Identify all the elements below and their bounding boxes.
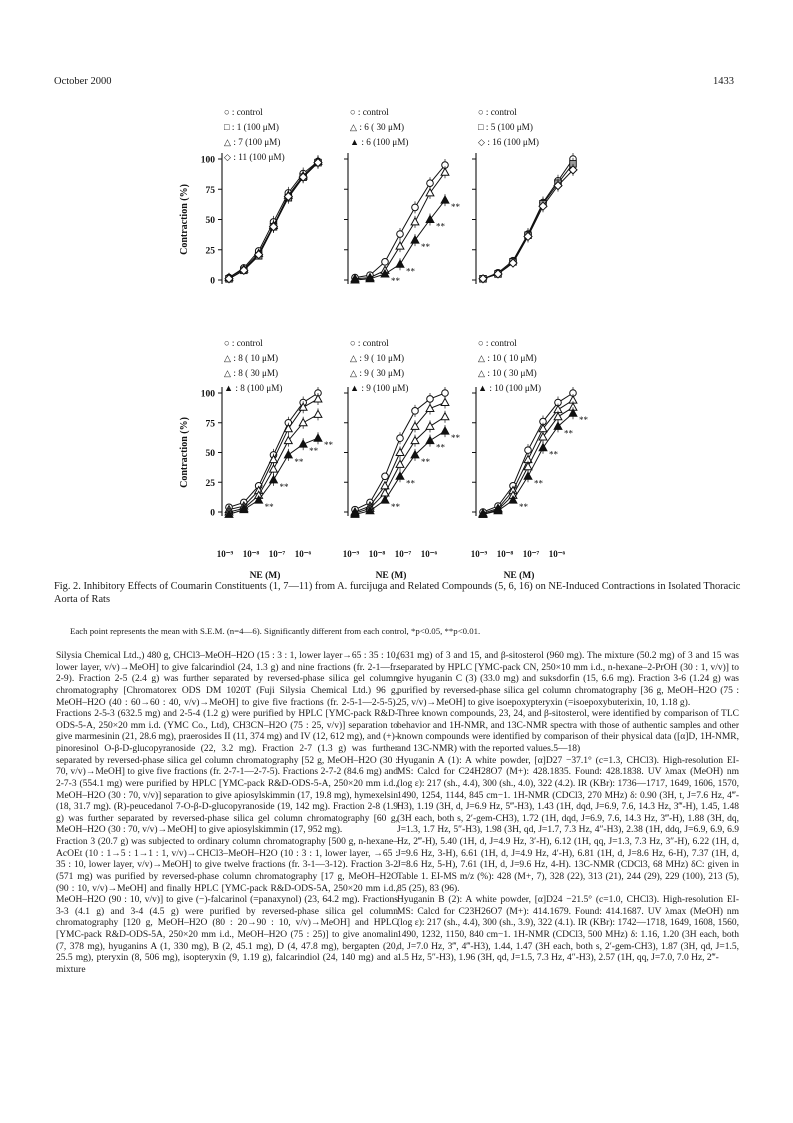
legend-entry: ◇ : 11 (100 μM) — [224, 152, 285, 162]
x-tick-label: 10⁻⁶ — [548, 549, 566, 559]
body-text-left-column — [56, 651, 398, 977]
data-point-triangle — [299, 419, 307, 426]
running-header-date: October 2000 — [54, 76, 112, 87]
y-tick-label: 50 — [205, 216, 215, 226]
body-paragraphs-left: Silysia Chemical Ltd.,) 480 g, CHCl3–MeOH–H2O (15 : 3 : 1, lower layer→65 : 35 : 10, lower layer, v/v)→MeOH] to give falcarindiol (24, 1.3 g) and nine fractions (fr. 2-1—fr. 2-9). Fraction 2-5 (2.4 g) was further separated by reversed-phase silica gel column chromatography [Chromatorex ODS DM 1020T (Fuji Silysia Chemical Ltd.) 96 g, MeOH–H2O (40 : 60→60 : 40, v/v)→MeOH] to give five fractions (fr. 2-5-1—2-5-5). Fractions 2-5-3 (632.5 mg) and 2-5-4 (1.2 g) were purified by HPLC [YMC-pack R&D-ODS-5-A, 250×20 mm i.d. (YMC Co., Ltd), CH3CN–H2O (75 : 25, v/v)] separation to give marmesinin (21, 28.6 mg), praerosides II (11, 374 mg) and IV (12, 612 mg), and (+)-pinoresinol O-β-D-glucopyranoside (22, 3.2 mg). Fraction 2-7 (1.3 g) was further separated by reversed-phase silica gel column chromatography [52 g, MeOH–H2O (30 : 70, v/v)→MeOH] to give five fractions (fr. 2-7-1—2-7-5). Fractions 2-7-2 (84.6 mg) and 2-7-3 (554.1 mg) were purified by HPLC [YMC-pack R&D-ODS-5-A, 250×20 mm i.d., MeOH–H2O (30 : 70, v/v)] separation to give apiosylskimmin (17, 19.8 mg), hymexelsin (18, 31.7 mg). (R)-peucedanol 7-O-β-D-glucopyranoside (19, 142 mg). Fraction 2-8 (1.9 g) was further separated by reversed-phase silica gel column chromatography [60 g, MeOH–H2O (30 : 70, v/v)→MeOH] to give apiosylskimmin (17, 952 mg). Fraction 3 (20.7 g) was subjected to ordinary column chromatography [500 g, n-hexane–AcOEt (10 : 1→5 : 1→1 : 1, v/v)→CHCl3–MeOH–H2O (10 : 3 : 1, lower layer, →65 : 35 : 10, lower layer, v/v)→MeOH] to give twelve fractions (fr. 3-1—3-12). Fraction 3-2 (571 mg) was purified by reversed-phase column chromatography [17 g, MeOH–H2O (90 : 10, v/v)→MeOH] and finally HPLC [YMC-pack R&D-ODS-5A, 250×20 mm i.d., MeOH–H2O (90 : 10, v/v)] to give (−)-falcarinol (=panaxynol) (23, 64.2 mg). Fractions 3-3 (4.1 g) and 3-4 (4.5 g) were purified by reversed-phase silica gel column chromatography [120 g, MeOH–H2O (80 : 20→90 : 10, v/v)→MeOH] and HPLC [YMC-pack R&D-ODS-5A, 250×20 mm i.d., MeOH–H2O (75 : 25)] to give anomalin (7, 378 mg), hyuganins A (1, 330 mg), B (2, 45.1 mg), D (4, 47.8 mg), bergapten (20, 25.5 mg), pteryxin (8, 506 mg), isopteryxin (9, 1.19 g), falcarindiol (24, 140 mg) and a mixture — [56, 651, 398, 975]
data-point-triangle — [314, 410, 322, 417]
data-point-triangle — [314, 395, 322, 402]
legend-entry: ▲ : 9 (100 μM) — [350, 383, 409, 393]
data-point-filled-triangle — [441, 196, 449, 203]
data-point-filled-triangle — [314, 434, 322, 441]
significance-mark: ** — [324, 440, 333, 451]
significance-mark: ** — [579, 415, 588, 426]
legend-entry: ○ : control — [224, 107, 263, 117]
y-tick-label: 0 — [210, 508, 215, 519]
significance-mark: ** — [519, 502, 528, 513]
legend-entry: △ : 6 ( 30 μM) — [350, 122, 405, 132]
significance-mark: ** — [406, 478, 415, 489]
x-axis-label: NE (M) — [375, 571, 407, 581]
chart-panel-2 — [344, 107, 461, 286]
data-point-triangle — [396, 460, 404, 467]
data-point-triangle — [411, 218, 419, 225]
data-point-filled-triangle — [284, 451, 292, 458]
data-point-circle — [382, 473, 389, 480]
y-tick-label: 0 — [210, 276, 215, 287]
significance-mark: ** — [534, 478, 543, 489]
page-number: 1433 — [713, 76, 734, 87]
significance-mark: ** — [309, 446, 319, 457]
legend-entry: ▲ : 8 (100 μM) — [224, 383, 283, 393]
significance-mark: ** — [421, 242, 430, 253]
legend-entry: ▲ : 10 (100 μM) — [478, 383, 542, 393]
chart-panel-5 — [343, 338, 461, 581]
y-tick-label: 100 — [200, 389, 215, 400]
y-axis-label: Contraction (%) — [179, 184, 190, 255]
significance-mark: ** — [279, 481, 289, 492]
legend-entry: ○ : control — [350, 338, 389, 348]
x-tick-label: 10⁻⁹ — [216, 549, 234, 559]
significance-mark: ** — [451, 433, 460, 444]
data-point-circle — [442, 390, 449, 397]
significance-mark: ** — [549, 449, 558, 460]
data-point-filled-triangle — [441, 427, 449, 434]
chart-panel-1 — [201, 107, 322, 287]
figure-caption: Fig. 2. Inhibitory Effects of Coumarin Constituents (1, 7—11) from A. furcijuga and Related Compounds (5, 6, 16) on NE-Induced Contractions in Isolated Thoracic Aorta of Rats — [54, 581, 741, 605]
legend-entry: ○ : control — [478, 338, 517, 348]
legend-entry: △ : 8 ( 10 μM) — [224, 353, 279, 363]
significance-mark: ** — [294, 456, 304, 467]
data-point-triangle — [396, 242, 404, 249]
significance-mark: ** — [436, 221, 445, 232]
significance-mark: ** — [451, 202, 460, 213]
legend-entry: △ : 9 ( 10 μM) — [350, 353, 405, 363]
body-paragraphs-right: (631 mg) of 3 and 15, and β-sitosterol (960 mg). The mixture (50.2 mg) of 3 and 15 was separated by HPLC [YMC-pack CN, 250×10 mm i.d., n-hexane–2-PrOH (30 : 1, v/v)] to give hyuganin C (3) (33.0 mg) and suksdorfin (15, 6.6 mg). Fraction 3-6 (1.24 g) was purified by reversed-phase silica gel column chromatography [36 g, MeOH–H2O (75 : 25, v/v)→MeOH] to give isoepoxypteryxin (=isoepoxybuterixin, 10, 1.18 g). Three known compounds, 23, 24, and β-sitosterol, were identified by comparison of TLC behavior and 1H-NMR, and 13C-NMR spectra with those of authentic samples and other known compounds were identified by comparison of their physical data ([α]D, 1H-NMR, and 13C-NMR) with the reported values.5—18) Hyuganin A (1): A white powder, [α]D27 −37.1° (c=1.3, CHCl3). High-resolution EI-MS: Calcd for C24H28O7 (M+): 428.1835. Found: 428.1838. UV λmax (MeOH) nm (log ε): 217 (sh., 4.4), 300 (sh., 4.0), 322 (4.2). IR (KBr): 1736—1717, 1649, 1606, 1570, 1490, 1254, 1144, 845 cm−1. 1H-NMR (CDCl3, 270 MHz) δ: 0.90 (3H, t, J=7.6 Hz, 4‴-H3), 1.19 (3H, d, J=6.9 Hz, 5‴-H3), 1.43 (1H, dqd, J=6.9, 7.6, 14.3 Hz, 3‴-H), 1.45, 1.48 (3H each, both s, 2′-gem-CH3), 1.72 (1H, dqd, J=6.9, 7.6, 14.3 Hz, 3‴-H), 1.88 (3H, dq, J=1.3, 1.7 Hz, 5″-H3), 1.98 (3H, qd, J=1.7, 7.3 Hz, 4″-H3), 2.38 (1H, ddq, J=6.9, 6.9, 6.9 Hz, 2‴-H), 5.40 (1H, d, J=4.9 Hz, 3′-H), 6.12 (1H, qq, J=1.3, 7.3 Hz, 3″-H), 6.22 (1H, d, J=9.6 Hz, 3-H), 6.61 (1H, d, J=4.9 Hz, 4′-H), 6.81 (1H, d, J=8.6 Hz, 6-H), 7.37 (1H, d, J=8.6 Hz, 5-H), 7.61 (1H, d, J=9.6 Hz, 4-H). 13C-NMR (CDCl3, 68 MHz) δC: given in Table 1. EI-MS m/z (%): 428 (M+, 7), 328 (22), 313 (21), 244 (29), 229 (100), 213 (5), 85 (25), 83 (96). Hyuganin B (2): A white powder, [α]D24 −21.5° (c=1.0, CHCl3). High-resolution EI-MS: Calcd for C23H26O7 (M+): 414.1679. Found: 414.1687. UV λmax (MeOH) nm (log ε): 217 (sh., 4.4), 300 (sh., 3.9), 322 (4.1). IR (KBr): 1742—1718, 1649, 1608, 1560, 1490, 1232, 1150, 840 cm−1. 1H-NMR (CDCl3, 500 MHz) δ: 1.16, 1.20 (3H each, both d, J=7.0 Hz, 3‴, 4‴-H3), 1.44, 1.47 (3H each, both s, 2′-gem-CH3), 1.87 (3H, qd, J=1.5, 1.5 Hz, 5″-H3), 1.96 (3H, qd, J=1.5, 7.3 Hz, 4″-H3), 2.57 (1H, qq, J=7.0, 7.0 Hz, 2‴- — [397, 651, 739, 964]
significance-mark: ** — [264, 502, 274, 513]
x-tick-label: 10⁻⁷ — [522, 549, 540, 559]
data-point-circle — [382, 259, 389, 266]
data-point-circle — [412, 408, 419, 415]
legend-entry: ○ : control — [478, 107, 517, 117]
figure-note: Each point represents the mean with S.E.M. (n=4—6). Significantly different from each control, *p<0.05, **p<0.01. — [70, 626, 481, 636]
legend-entry: ◇ : 16 (100 μM) — [478, 137, 539, 147]
significance-mark: ** — [391, 275, 400, 286]
y-tick-label: 25 — [205, 478, 215, 489]
data-point-triangle — [441, 398, 449, 405]
data-point-triangle — [426, 422, 434, 429]
x-tick-label: 10⁻⁷ — [268, 549, 286, 559]
x-tick-label: 10⁻⁶ — [420, 549, 438, 559]
significance-mark: ** — [436, 442, 445, 453]
data-point-circle — [525, 447, 532, 454]
chart-panel-6 — [471, 338, 589, 581]
legend-entry: △ : 7 (100 μM) — [224, 137, 281, 147]
data-point-circle — [412, 204, 419, 211]
data-point-circle — [397, 231, 404, 238]
y-axis-label: Contraction (%) — [179, 417, 190, 488]
significance-mark: ** — [391, 502, 400, 513]
chart-panel-3 — [472, 107, 577, 284]
significance-mark: ** — [406, 266, 415, 277]
legend-entry: ○ : control — [224, 338, 263, 348]
y-tick-label: 100 — [200, 155, 215, 166]
y-tick-label: 75 — [205, 419, 215, 430]
data-point-filled-triangle — [396, 260, 404, 267]
x-tick-label: 10⁻⁹ — [470, 549, 488, 559]
data-point-triangle — [396, 448, 404, 455]
data-point-circle — [427, 396, 434, 403]
y-tick-label: 50 — [205, 449, 215, 459]
series-line — [483, 159, 573, 279]
x-tick-label: 10⁻⁷ — [394, 549, 412, 559]
x-axis-label: NE (M) — [249, 571, 281, 581]
legend-entry: △ : 9 ( 30 μM) — [350, 368, 405, 378]
x-tick-label: 10⁻⁸ — [368, 549, 386, 559]
data-point-triangle — [441, 413, 449, 420]
data-point-filled-triangle — [524, 472, 532, 479]
body-text-right-column — [397, 651, 739, 965]
y-tick-label: 75 — [205, 185, 215, 196]
data-point-circle — [397, 435, 404, 442]
y-tick-label: 25 — [205, 246, 215, 257]
x-tick-label: 10⁻⁸ — [242, 549, 260, 559]
data-point-circle — [427, 180, 434, 187]
legend-entry: □ : 5 (100 μM) — [478, 122, 533, 132]
data-point-filled-triangle — [299, 440, 307, 447]
x-tick-label: 10⁻⁸ — [496, 549, 514, 559]
legend-entry: ○ : control — [350, 107, 389, 117]
data-point-filled-triangle — [381, 496, 389, 503]
chart-panel-4 — [201, 338, 334, 581]
legend-entry: △ : 8 ( 30 μM) — [224, 368, 279, 378]
legend-entry: △ : 10 ( 10 μM) — [478, 353, 537, 363]
x-tick-label: 10⁻⁹ — [342, 549, 360, 559]
legend-entry: ▲ : 6 (100 μM) — [350, 137, 409, 147]
data-point-filled-triangle — [270, 476, 278, 483]
x-tick-label: 10⁻⁶ — [294, 549, 312, 559]
significance-mark: ** — [564, 428, 573, 439]
x-axis-label: NE (M) — [503, 571, 535, 581]
legend-entry: △ : 10 ( 30 μM) — [478, 368, 537, 378]
significance-mark: ** — [421, 456, 430, 467]
data-point-triangle — [441, 168, 449, 175]
legend-entry: □ : 1 (100 μM) — [224, 122, 279, 132]
data-point-filled-triangle — [426, 437, 434, 444]
